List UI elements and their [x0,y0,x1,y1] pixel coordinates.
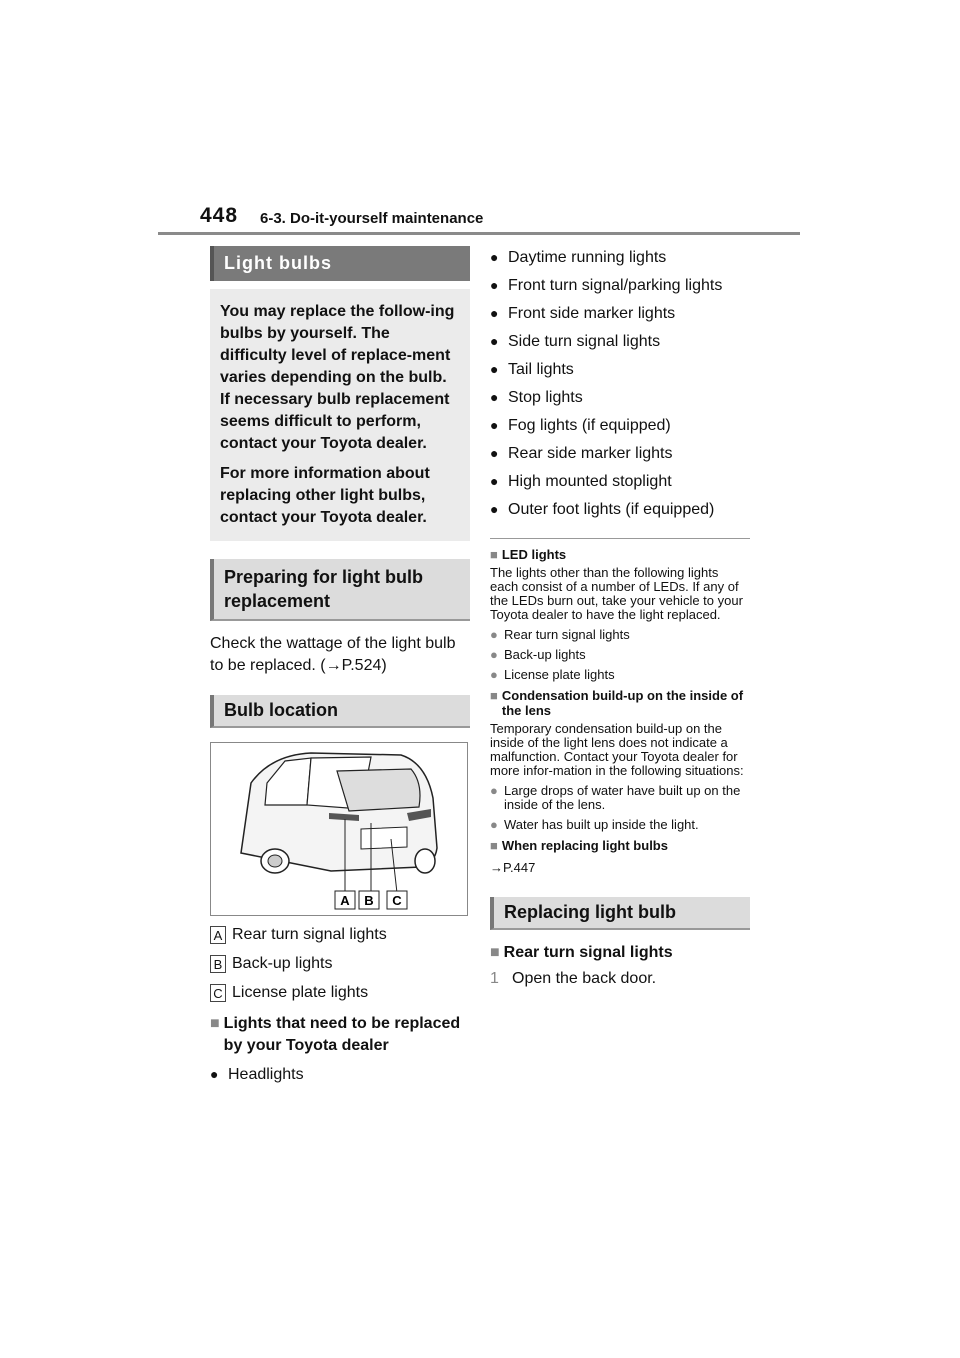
list-item: ● Water has built up inside the light. [490,817,699,832]
list-item: ● Front side marker lights [490,305,676,322]
list-item: ● Daytime running lights [490,249,667,266]
svg-text:A: A [340,893,350,908]
legend-text: Back-up lights [232,955,333,972]
bullet-icon: ● [490,445,499,461]
circle-bullet-icon: ● [490,667,498,682]
intro-box [210,289,470,541]
step-1 [490,970,750,988]
list-item: ● Stop lights [490,389,583,406]
intro-paragraph-2: For more information about replacing other light bulbs, contact your Toyota dealer. [220,465,430,526]
legend-tag: A [210,926,226,944]
bullet-icon: ● [490,417,499,433]
rear-turn-subheading: ■ Rear turn signal lights [490,942,750,964]
bullet-icon: ● [210,1066,219,1082]
figure-tag-a [335,891,355,909]
legend-row-a [210,925,470,945]
condensation-heading: ■ Condensation build-up on the inside of the lens [490,688,744,718]
list-item: ● License plate lights [490,667,615,682]
intro-paragraph-1: You may replace the follow-ing bulbs by yourself. The difficulty level of replace-ment varies depending on the bulb. If necessary bulb replacement seems difficult to perform, contact your Toyota dealer. [220,303,455,452]
section-title: 6-3. Do-it-yourself maintenance [260,210,484,227]
list-item: ● Outer foot lights (if equipped) [490,501,715,518]
circle-bullet-icon: ● [490,817,498,832]
list-item: ● High mounted stoplight [490,473,672,490]
bullet-icon: ● [490,361,499,377]
legend-row-c [210,983,470,1003]
bullet-icon: ● [490,501,499,517]
dealer-subheading-text: Lights that need to be replaced by your Toyota dealer [223,1015,461,1054]
dealer-list-left [210,1064,470,1085]
preparing-heading: Preparing for light bulb replacement [210,559,470,621]
when-replacing-heading: ■ When replacing light bulbs [490,838,668,853]
led-list [490,628,750,682]
step-number: 1 [490,970,499,987]
list-item: ● Fog lights (if equipped) [490,417,671,434]
square-bullet-icon: ■ [490,944,500,961]
dealer-list-right [490,247,750,520]
circle-bullet-icon: ● [490,783,498,798]
bullet-icon: ● [490,389,499,405]
square-bullet-icon: ■ [210,1015,220,1032]
legend-tag: C [210,984,226,1002]
bulb-legend [210,925,470,1003]
vehicle-illustration [211,743,467,915]
condensation-text: Temporary condensation build-up on the inside of the light lens does not indicate a malfunction. Contact your Toyota dealer for more infor-mation in the following situations: [490,721,744,778]
dealer-subheading [210,1013,470,1057]
circle-bullet-icon: ● [490,627,498,642]
list-item: ● Tail lights [490,361,574,378]
bullet-icon: ● [490,333,499,349]
legend-text: Rear turn signal lights [232,926,387,943]
list-item: ● Rear turn signal lights [490,627,630,642]
bulb-location-heading: Bulb location [210,695,470,728]
page-number: 448 [200,204,239,227]
vehicle-rear-figure [210,742,468,916]
list-item: ● Large drops of water have built up on the inside of the lens. [490,783,741,812]
circle-bullet-icon: ● [490,647,498,662]
bullet-icon: ● [490,277,499,293]
legend-row-b [210,954,470,974]
square-bullet-icon: ■ [490,838,498,853]
light-bulbs-heading: Light bulbs [210,246,470,281]
bullet-icon: ● [490,305,499,321]
left-column [210,246,470,1092]
led-text: The lights other than the following lights each consist of a number of LEDs. If any of the LEDs burn out, take your vehicle to your Toyota dealer to have the light replaced. [490,565,743,622]
bullet-icon: ● [490,249,499,265]
replacing-heading: Replacing light bulb [490,897,750,930]
figure-tag-b [359,891,379,909]
page-reference-link[interactable]: →P.447 [490,860,536,875]
check-wattage-text: Check the wattage of the light bulb to be replaced. (→P.524) [210,635,456,674]
list-item: ● Side turn signal lights [490,333,661,350]
svg-text:C: C [392,893,402,908]
figure-tag-c [387,891,407,909]
svg-text:B: B [364,893,374,908]
condensation-list [490,784,750,832]
notes-divider [490,538,750,539]
square-bullet-icon: ■ [490,547,498,562]
list-item: ● Rear side marker lights [490,445,673,462]
legend-tag: B [210,955,226,973]
bullet-icon: ● [490,473,499,489]
step-text: Open the back door. [512,970,657,987]
list-item: ● Front turn signal/parking lights [490,277,723,294]
led-heading: ■ LED lights [490,547,567,562]
square-bullet-icon: ■ [490,688,498,703]
list-item: ● Back-up lights [490,647,586,662]
list-item: ● Headlights [210,1066,304,1083]
legend-text: License plate lights [232,984,369,1001]
header-rule [158,232,800,235]
right-column [490,240,750,988]
